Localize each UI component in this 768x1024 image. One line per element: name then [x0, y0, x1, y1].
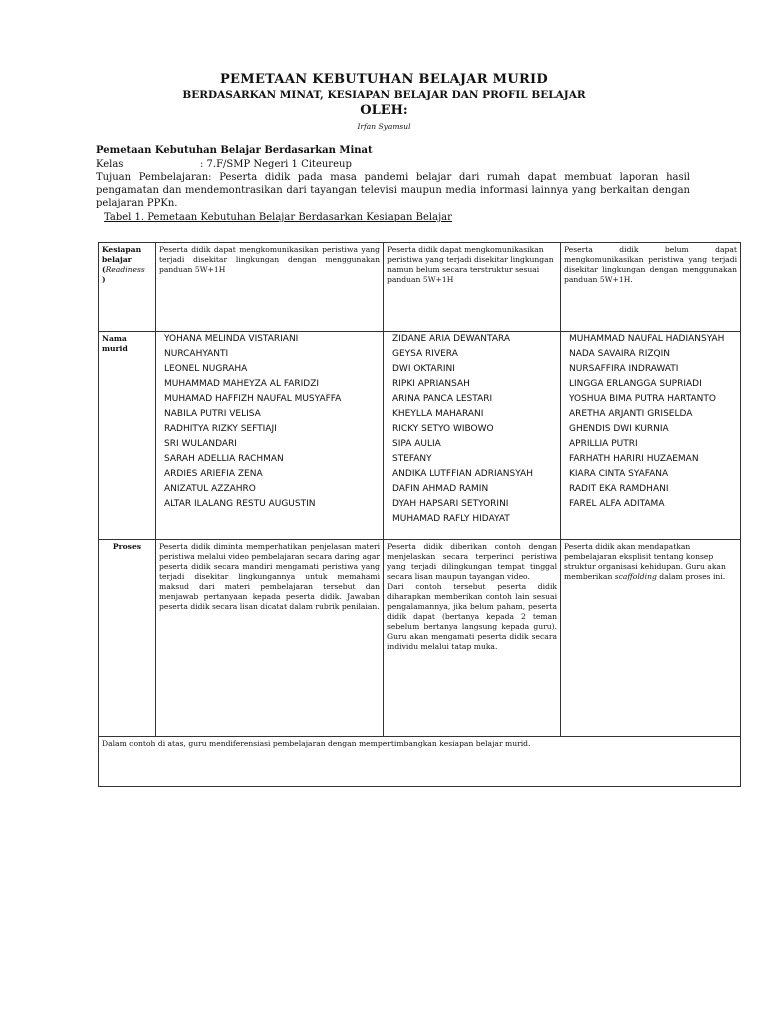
readiness-col-3: Peserta didik belum dapat mengkomunikasikan peristiwa yang terjadi disekitar lingkungan dengan menggunakan panduan 5W+1H. [561, 243, 741, 332]
student-name: DYAH HAPSARI SETYORINI [392, 499, 509, 509]
oleh-label: OLEH: [360, 103, 408, 118]
names-col-1 [156, 332, 384, 540]
proses-col-3-text: Peserta didik akan mendapatkan pembelajaran eksplisit tentang konsep struktur organisasi kehidupan. Guru akan memberikan [564, 542, 726, 581]
kelas-line [96, 159, 352, 170]
student-name: NURCAHYANTI [164, 349, 229, 359]
names-col-2 [384, 332, 561, 540]
student-name: GHENDIS DWI KURNIA [569, 424, 669, 434]
page-subtitle: BERDASARKAN MINAT, KESIAPAN BELAJAR DAN PROFIL BELAJAR [182, 89, 586, 101]
student-name: ZIDANE ARIA DEWANTARA [392, 334, 511, 344]
student-name: APRILLIA PUTRI [569, 439, 638, 449]
student-name: LINGGA ERLANGGA SUPRIADI [569, 379, 702, 389]
readiness-col-1: Peserta didik dapat mengkomunikasikan peristiwa yang terjadi disekitar lingkungan dengan menggunakan panduan 5W+1H [156, 243, 384, 332]
readiness-paren-open: ( [102, 265, 106, 274]
student-name: NADA SAVAIRA RIZQIN [569, 349, 670, 359]
student-name: MUHAMMAD NAUFAL HADIANSYAH [569, 334, 725, 344]
student-name: MUHAMMAD MAHEYZA AL FARIDZI [164, 379, 320, 389]
student-name: SIPA AULIA [392, 439, 441, 449]
nama-label: Nama murid [102, 334, 128, 353]
table-row [99, 332, 741, 540]
student-name: ALTAR ILALANG RESTU AUGUSTIN [164, 499, 316, 509]
nama-label-cell [99, 332, 156, 540]
proses-col-2-paragraph: Peserta didik diberikan contoh dengan menjelaskan secara terperinci peristiwa yang terjadi dilingkungan tempat tinggal secara lisan maupun tayangan video. [387, 542, 557, 581]
proses-col-2 [384, 540, 561, 737]
footer-note-text: Dalam contoh di atas, guru mendiferensiasi pembelajaran dengan mempertimbangkan kesiapan belajar murid. [102, 739, 531, 748]
student-name: ARINA PANCA LESTARI [392, 394, 493, 404]
student-name: STEFANY [392, 454, 432, 464]
student-name: ARDIES ARIEFIA ZENA [164, 469, 263, 479]
readiness-paren-close: ) [102, 275, 106, 284]
proses-col-2-paragraph: Dari contoh tersebut peserta didik diharapkan memberikan contoh lain sesuai pengalamannya, jika belum paham, peserta didik dapat (bertanya kepada 2 teman sebelum bertanya langsung kepada guru). Guru akan mengamati peserta didik secara individu melalui tatap muka. [387, 582, 557, 651]
student-name: YOHANA MELINDA VISTARIANI [164, 334, 299, 344]
author-name: Irfan Syamsul [357, 122, 411, 131]
readiness-italic: Readiness [105, 265, 145, 274]
student-name: ANIZATUL AZZAHRO [164, 484, 256, 494]
readiness-label-cell [99, 243, 156, 332]
names-col-3 [561, 332, 741, 540]
footer-note [99, 737, 741, 787]
proses-col-3 [561, 540, 741, 737]
student-name: RADHITYA RIZKY SEFTIAJI [164, 424, 277, 434]
student-name: SARAH ADELLIA RACHMAN [164, 454, 284, 464]
student-name: GEYSA RIVERA [392, 349, 458, 359]
readiness-col-2: Peserta didik dapat mengkomunikasikan peristiwa yang terjadi disekitar lingkungan namun belum secara terstruktur sesuai panduan 5W+1H [384, 243, 561, 332]
proses-col-3-italic: scaffolding [614, 572, 657, 581]
readiness-mapping-table [98, 242, 741, 787]
student-name: RADIT EKA RAMDHANI [569, 484, 669, 494]
table-caption: Tabel 1. Pemetaan Kebutuhan Belajar Berdasarkan Kesiapan Belajar [104, 212, 452, 223]
table-row [99, 737, 741, 787]
student-name: KHEYLLA MAHARANI [392, 409, 484, 419]
student-name: DWI OKTARINI [392, 364, 455, 374]
student-name: FARHATH HARIRI HUZAEMAN [569, 454, 699, 464]
student-name: LEONEL NUGRAHA [164, 364, 248, 374]
student-name: FAREL ALFA ADITAMA [569, 499, 665, 509]
student-name: ARETHA ARJANTI GRISELDA [569, 409, 693, 419]
student-name: DAFIN AHMAD RAMIN [392, 484, 489, 494]
kelas-label: Kelas [96, 159, 124, 170]
proses-label-cell [99, 540, 156, 737]
kelas-value: : 7.F/SMP Negeri 1 Citeureup [200, 159, 352, 170]
proses-label: Proses [112, 542, 142, 551]
student-name: RIPKI APRIANSAH [392, 379, 470, 389]
table-row [99, 540, 741, 737]
page-title: PEMETAAN KEBUTUHAN BELAJAR MURID [219, 72, 549, 87]
readiness-label: Kesiapan belajar [102, 245, 142, 264]
student-name: MUHAMAD HAFFIZH NAUFAL MUSYAFFA [164, 394, 342, 404]
student-name: NURSAFFIRA INDRAWATI [569, 364, 679, 374]
proses-col-3-text: dalam proses ini. [656, 572, 726, 581]
section-heading: Pemetaan Kebutuhan Belajar Berdasarkan Minat [96, 145, 373, 156]
student-name: RICKY SETYO WIBOWO [392, 424, 494, 434]
student-name: SRI WULANDARI [164, 439, 237, 449]
learning-objective: Tujuan Pembelajaran: Peserta didik pada masa pandemi belajar dari rumah dapat membuat laporan hasil pengamatan dan mendemontrasikan dari tayangan televisi maupun media informasi lainnya yang berkaitan dengan pelajaran PPKn. [96, 172, 690, 209]
student-name: NABILA PUTRI VELISA [164, 409, 261, 419]
student-name: MUHAMAD RAFLY HIDAYAT [392, 514, 510, 524]
proses-col-1: Peserta didik diminta memperhatikan penjelasan materi peristiwa melalui video pembelajaran secara daring agar peserta didik secara mandiri mengamati peristiwa yang terjadi disekitar lingkungannya untuk memahami maksud dari materi pembelajaran tersebut dan menjawab pertanyaan kepada peserta didik. Jawaban peserta didik secara lisan dicatat dalam rubrik penilaian. [156, 540, 384, 737]
student-name: KIARA CINTA SYAFANA [569, 469, 669, 479]
student-name: YOSHUA BIMA PUTRA HARTANTO [569, 394, 716, 404]
student-name: ANDIKA LUTFFIAN ADRIANSYAH [392, 469, 533, 479]
table-row [99, 243, 741, 332]
